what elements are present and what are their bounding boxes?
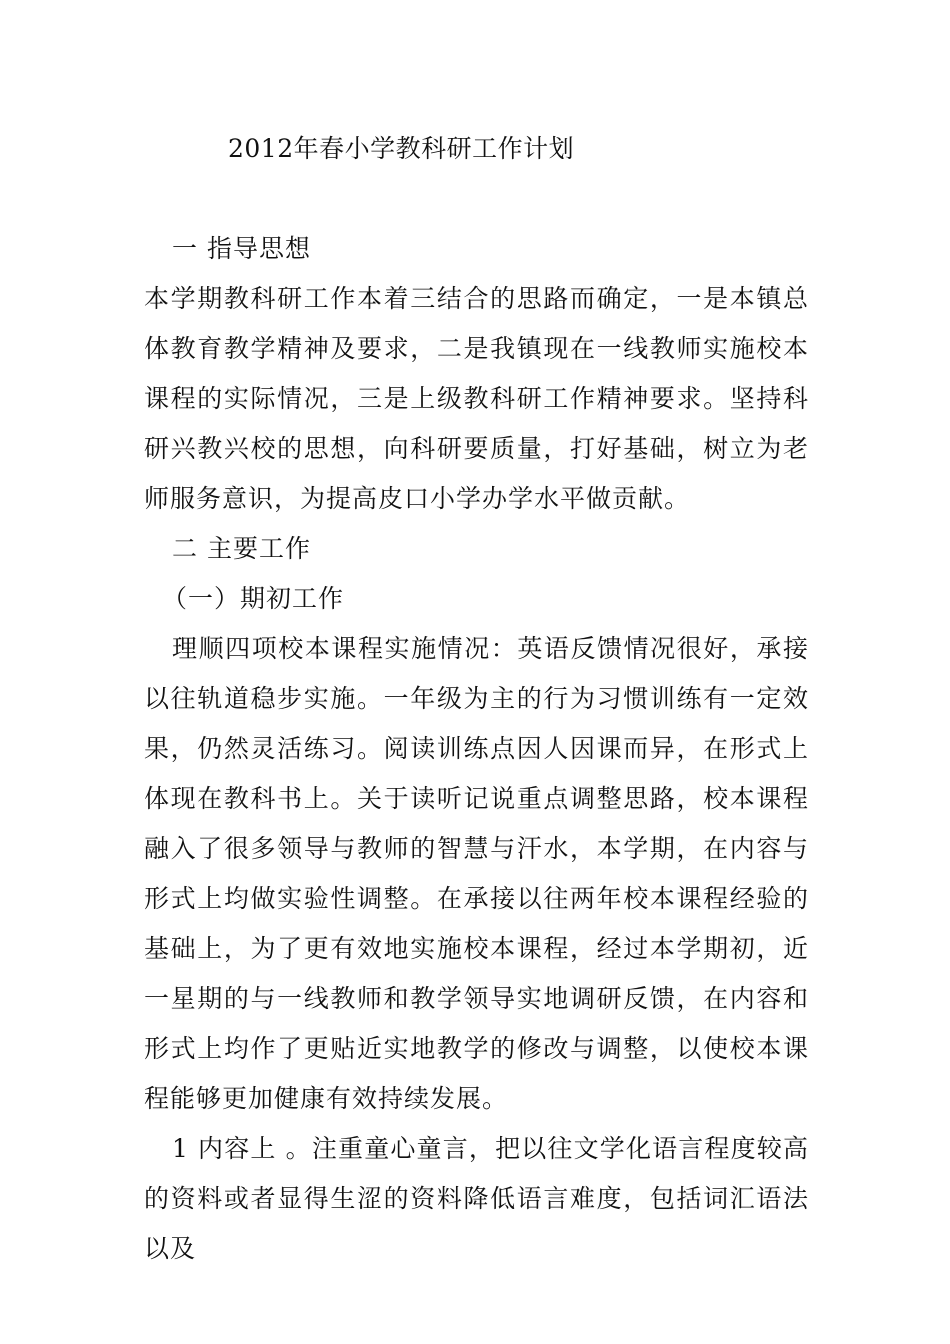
paragraph-content-point-1: 1 内容上 。注重童心童言，把以往文学化语言程度较高的资料或者显得生涩的资料降低语言难度，包括词汇语法以及 [144, 1134, 809, 1263]
paragraph-guiding-ideology: 本学期教科研工作本着三结合的思路而确定，一是本镇总体教育教学精神及要求，二是我镇现在一线教师实施校本课程的实际情况，三是上级教科研工作精神要求。坚持科研兴教兴校的思想，向科研要质量，打好基础，树立为老师服务意识，为提高皮口小学办学水平做贡献。 [144, 284, 809, 513]
paragraph-initial-work: 理顺四项校本课程实施情况：英语反馈情况很好，承接以往轨道稳步实施。一年级为主的行为习惯训练有一定效果，仍然灵活练习。阅读训练点因人因课而异，在形式上体现在教科书上。关于读听记说重点调整思路，校本课程融入了很多领导与教师的智慧与汗水，本学期，在内容与形式上均做实验性调整。在承接以往两年校本课程经验的基础上，为了更有效地实施校本课程，经过本学期初，近一星期的与一线教师和教学领导实地调研反馈，在内容和形式上均作了更贴近实地教学的修改与调整，以使校本课程能够更加健康有效持续发展。 [144, 634, 809, 1113]
subsection-heading-initial-work: （一）期初工作 [162, 584, 345, 613]
document-title: 2012年春小学教科研工作计划 [228, 134, 575, 163]
section-heading-main-work: 二 主要工作 [172, 534, 311, 563]
section-heading-guiding-ideology: 一 指导思想 [172, 234, 311, 263]
